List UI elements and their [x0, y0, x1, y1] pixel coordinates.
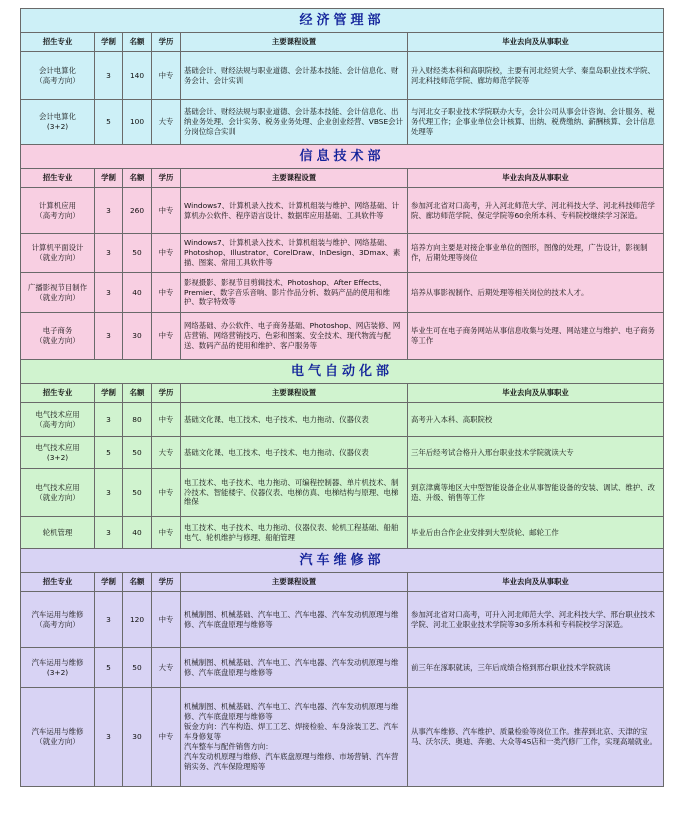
column-header-careers: 毕业去向及从事职业 — [408, 33, 664, 52]
cell-education: 中专 — [152, 188, 181, 234]
cell-major: 汽车运用与维修 (3+2) — [21, 648, 95, 688]
department-title: 汽车维修部 — [21, 549, 664, 573]
column-header-major: 招生专业 — [21, 573, 95, 592]
cell-careers: 毕业生可在电子商务网站从事信息收集与处理、网站建立与维护、电子商务等工作 — [408, 313, 664, 360]
cell-courses: 基础会计、财经法规与职业道德、会计基本技能、会计信息化、财务会计、会计实训 — [181, 52, 408, 100]
cell-quota: 30 — [123, 313, 152, 360]
cell-quota: 120 — [123, 592, 152, 648]
table-row — [21, 313, 664, 360]
cell-education: 大专 — [152, 100, 181, 145]
department-title: 经济管理部 — [21, 9, 664, 33]
column-header-education: 学历 — [152, 384, 181, 403]
cell-careers: 三年后经考试合格升入邢台职业技术学院就读大专 — [408, 437, 664, 469]
table-row — [21, 234, 664, 273]
cell-major: 电子商务 （就业方向） — [21, 313, 95, 360]
column-header-courses: 主要课程设置 — [181, 384, 408, 403]
cell-courses: 机械制图、机械基础、汽车电工、汽车电器、汽车发动机原理与维修、汽车底盘原理与维修等 — [181, 648, 408, 688]
cell-education: 大专 — [152, 648, 181, 688]
column-header-row — [21, 573, 664, 592]
table-row — [21, 688, 664, 787]
cell-education: 大专 — [152, 437, 181, 469]
column-header-quota: 名额 — [123, 33, 152, 52]
cell-major: 电气技术应用 （高考方向） — [21, 403, 95, 437]
column-header-row — [21, 33, 664, 52]
cell-duration: 5 — [95, 100, 123, 145]
column-header-duration: 学制 — [95, 33, 123, 52]
column-header-major: 招生专业 — [21, 33, 95, 52]
cell-education: 中专 — [152, 234, 181, 273]
cell-courses: 基础会计、财经法规与职业道德、会计基本技能、会计信息化、出纳业务处理、会计实务、税务业务处理、企业创业经营、VBSE会计分岗位综合实训 — [181, 100, 408, 145]
cell-duration: 3 — [95, 592, 123, 648]
cell-courses: 电工技术、电子技术、电力拖动、可编程控制器、单片机技术、制冷技术、智能楼宇、仪器仪表、电梯仿真、电梯结构与原理、电梯维保 — [181, 469, 408, 517]
column-header-row — [21, 384, 664, 403]
column-header-courses: 主要课程设置 — [181, 573, 408, 592]
cell-careers: 参加河北省对口高考，升入河北师范大学、河北科技大学、河北科技师范学院、廊坊师范学院、保定学院等60余所本科、专科院校继续学习深造。 — [408, 188, 664, 234]
cell-major: 汽车运用与维修 （高考方向） — [21, 592, 95, 648]
cell-courses: 机械制图、机械基础、汽车电工、汽车电器、汽车发动机原理与维修、汽车底盘原理与维修等 — [181, 592, 408, 648]
cell-duration: 5 — [95, 648, 123, 688]
column-header-duration: 学制 — [95, 573, 123, 592]
cell-duration: 3 — [95, 234, 123, 273]
column-header-courses: 主要课程设置 — [181, 33, 408, 52]
table-row — [21, 437, 664, 469]
column-header-courses: 主要课程设置 — [181, 169, 408, 188]
column-header-major: 招生专业 — [21, 169, 95, 188]
cell-duration: 3 — [95, 403, 123, 437]
cell-courses: Windows7、计算机录入技术、计算机组装与维护、网络基础、Photoshop、Illustrator、CorelDraw、InDesign、3Dmax、素描、图案、常用工具软件等 — [181, 234, 408, 273]
cell-quota: 260 — [123, 188, 152, 234]
cell-major: 电气技术应用 （就业方向） — [21, 469, 95, 517]
cell-major: 广播影视节目制作 （就业方向） — [21, 273, 95, 313]
cell-education: 中专 — [152, 52, 181, 100]
table-row — [21, 648, 664, 688]
column-header-quota: 名额 — [123, 169, 152, 188]
cell-education: 中专 — [152, 688, 181, 787]
cell-major: 计算机平面设计 （就业方向） — [21, 234, 95, 273]
cell-quota: 50 — [123, 648, 152, 688]
cell-careers: 培养方向主要是对接企事业单位的图形，图像的处理，广告设计，影视制作，后期处理等岗位 — [408, 234, 664, 273]
cell-education: 中专 — [152, 403, 181, 437]
department-header — [21, 145, 664, 169]
cell-courses: 基础文化课、电工技术、电子技术、电力拖动、仪器仪表 — [181, 403, 408, 437]
cell-careers: 毕业后由合作企业安排到大型货轮、邮轮工作 — [408, 517, 664, 549]
cell-major: 计算机应用 （高考方向） — [21, 188, 95, 234]
department-header — [21, 360, 664, 384]
cell-quota: 140 — [123, 52, 152, 100]
cell-careers: 到京津冀等地区大中型智能设备企业从事智能设备的安装、调试、维护、改造、升级、销售等工作 — [408, 469, 664, 517]
column-header-education: 学历 — [152, 33, 181, 52]
cell-courses: 机械制图、机械基础、汽车电工、汽车电器、汽车发动机原理与维修、汽车底盘原理与维修等 钣金方向：汽车构造、焊工工艺、焊接检验、车身涂装工艺、汽车车身修复等 汽车整车与配件销售方向： 汽车发动机原理与维修、汽车底盘原理与维修、市场营销、汽车营销实务、汽车保险理赔等 — [181, 688, 408, 787]
cell-quota: 100 — [123, 100, 152, 145]
department-title: 信息技术部 — [21, 145, 664, 169]
table-row — [21, 100, 664, 145]
cell-education: 中专 — [152, 273, 181, 313]
cell-quota: 40 — [123, 517, 152, 549]
column-header-careers: 毕业去向及从事职业 — [408, 384, 664, 403]
cell-major: 会计电算化 （高考方向） — [21, 52, 95, 100]
table-row — [21, 52, 664, 100]
cell-courses: 基础文化课、电工技术、电子技术、电力拖动、仪器仪表 — [181, 437, 408, 469]
cell-education: 中专 — [152, 469, 181, 517]
cell-quota: 50 — [123, 437, 152, 469]
cell-courses: 影视摄影、影视节目剪辑技术、Photoshop、After Effects、Premier、数字音乐音响、影片作品分析、数码产品的使用和维护、数字特效等 — [181, 273, 408, 313]
column-header-quota: 名额 — [123, 573, 152, 592]
column-header-quota: 名额 — [123, 384, 152, 403]
cell-education: 中专 — [152, 592, 181, 648]
column-header-education: 学历 — [152, 573, 181, 592]
table-row — [21, 273, 664, 313]
cell-duration: 3 — [95, 469, 123, 517]
cell-education: 中专 — [152, 517, 181, 549]
cell-duration: 3 — [95, 188, 123, 234]
cell-major: 轮机管理 — [21, 517, 95, 549]
department-header — [21, 9, 664, 33]
cell-careers: 参加河北省对口高考，可升入河北师范大学、河北科技大学、邢台职业技术学院、河北工业职业技术学院等30多所本科和专科院校学习深造。 — [408, 592, 664, 648]
cell-courses: 网络基础、办公软件、电子商务基础、Photoshop、网店装修、网店营销、网络营销技巧、色彩和图案、安全技术、现代物流与配送、数码产品的使用和维护、客户服务等 — [181, 313, 408, 360]
cell-careers: 前三年在涿职就读，三年后成绩合格到邢台职业技术学院就读 — [408, 648, 664, 688]
cell-education: 中专 — [152, 313, 181, 360]
cell-duration: 3 — [95, 688, 123, 787]
cell-major: 汽车运用与维修 （就业方向） — [21, 688, 95, 787]
enrollment-table-sheet — [20, 8, 663, 787]
table-row — [21, 403, 664, 437]
cell-careers: 培养从事影视制作、后期处理等相关岗位的技术人才。 — [408, 273, 664, 313]
cell-duration: 5 — [95, 437, 123, 469]
cell-duration: 3 — [95, 313, 123, 360]
cell-duration: 3 — [95, 273, 123, 313]
table-row — [21, 188, 664, 234]
enrollment-table — [20, 8, 664, 787]
column-header-careers: 毕业去向及从事职业 — [408, 169, 664, 188]
cell-careers: 高考升入本科、高职院校 — [408, 403, 664, 437]
table-row — [21, 517, 664, 549]
department-title: 电气自动化部 — [21, 360, 664, 384]
cell-quota: 50 — [123, 469, 152, 517]
cell-quota: 40 — [123, 273, 152, 313]
department-header — [21, 549, 664, 573]
column-header-duration: 学制 — [95, 384, 123, 403]
table-row — [21, 469, 664, 517]
cell-major: 会计电算化 (3+2) — [21, 100, 95, 145]
column-header-major: 招生专业 — [21, 384, 95, 403]
column-header-education: 学历 — [152, 169, 181, 188]
cell-careers: 与河北女子职业技术学院联办大专，会计公司从事会计咨询、会计服务、税务代理工作；企事业单位会计核算、出纳、税费缴纳、薪酬核算、会计信息处理等 — [408, 100, 664, 145]
column-header-row — [21, 169, 664, 188]
cell-quota: 80 — [123, 403, 152, 437]
cell-major: 电气技术应用 (3+2) — [21, 437, 95, 469]
cell-careers: 从事汽车维修、汽车维护、质量检验等岗位工作。推荐到北京、天津的宝马、沃尔沃、奥迪、奔驰、大众等4S店和一类汽修厂工作，实现高端就业。 — [408, 688, 664, 787]
cell-courses: Windows7、计算机录入技术、计算机组装与维护、网络基础、计算机办公软件、程序语言设计、数据库应用基础、工具软件等 — [181, 188, 408, 234]
cell-duration: 3 — [95, 52, 123, 100]
cell-quota: 50 — [123, 234, 152, 273]
column-header-duration: 学制 — [95, 169, 123, 188]
cell-courses: 电工技术、电子技术、电力拖动、仪器仪表、轮机工程基础、船舶电气、轮机维护与修理、船舶管理 — [181, 517, 408, 549]
column-header-careers: 毕业去向及从事职业 — [408, 573, 664, 592]
cell-duration: 3 — [95, 517, 123, 549]
cell-quota: 30 — [123, 688, 152, 787]
table-row — [21, 592, 664, 648]
cell-careers: 升入财经类本科和高职院校，主要有河北经贸大学、秦皇岛职业技术学院、河北科技师范学院、廊坊师范学院等 — [408, 52, 664, 100]
